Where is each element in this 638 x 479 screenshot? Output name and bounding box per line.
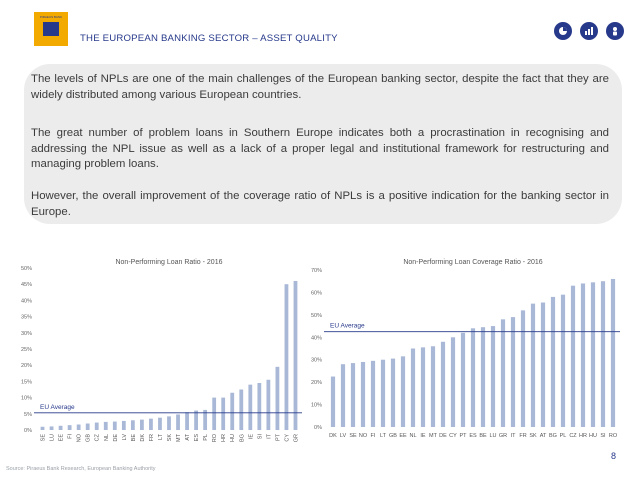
bar-ie	[248, 385, 252, 430]
category-label: SK	[529, 433, 537, 439]
bar-si	[601, 281, 605, 427]
eu-average-label: EU Average	[40, 403, 75, 411]
category-label: IT	[266, 434, 273, 439]
category-label: IT	[510, 433, 516, 439]
bar-lv	[341, 364, 345, 427]
bar-fr	[521, 310, 525, 427]
category-label: BE	[130, 434, 137, 442]
category-label: NO	[76, 434, 83, 443]
y-tick-label: 70%	[310, 268, 322, 274]
y-tick-label: 50%	[20, 266, 32, 272]
bar-ro	[611, 279, 615, 427]
y-tick-label: 40%	[310, 335, 322, 342]
bar-nl	[411, 349, 415, 428]
bar-gr	[294, 281, 298, 430]
bar-es	[194, 411, 198, 430]
paragraph-coverage-ratio: However, the overall improvement of the coverage ratio of NPLs is a positive indication for the banking sector in Europe.	[31, 190, 609, 218]
category-label: DE	[439, 433, 447, 439]
piraeus-logo	[34, 12, 68, 46]
category-label: SI	[600, 433, 606, 439]
y-tick-label: 0%	[24, 428, 32, 434]
category-label: ES	[194, 434, 201, 442]
bar-nl	[104, 422, 108, 430]
category-label: CZ	[569, 433, 577, 439]
category-label: LV	[121, 434, 128, 441]
bar-cz	[95, 423, 99, 430]
category-label: HU	[230, 434, 237, 442]
category-label: AT	[539, 433, 547, 439]
category-label: FI	[370, 433, 376, 439]
category-label: BG	[549, 433, 557, 439]
category-label: ES	[469, 433, 477, 439]
bar-cy	[285, 284, 289, 430]
category-label: BE	[479, 433, 487, 439]
bar-cy	[451, 337, 455, 427]
logo-mark	[43, 22, 59, 36]
bar-ee	[401, 356, 405, 427]
bar-bg	[551, 297, 555, 427]
bar-at	[185, 412, 189, 430]
category-label: SE	[40, 434, 47, 442]
bar-lu	[50, 426, 54, 430]
chart-title: Non-Performing Loan Coverage Ratio - 2016	[403, 259, 543, 266]
category-label: EE	[58, 434, 65, 442]
bar-dk	[140, 420, 144, 430]
bar-fi	[68, 425, 72, 430]
bar-sk	[531, 304, 535, 427]
category-label: SE	[349, 433, 357, 439]
category-label: LU	[489, 433, 497, 439]
y-tick-label: 35%	[20, 314, 32, 321]
bar-lv	[122, 421, 126, 430]
paragraph-npl-levels: The levels of NPLs are one of the main challenges of the European banking sector, despite the fact that they are widely distributed among various European countries.	[31, 73, 609, 101]
bar-fr	[149, 419, 153, 430]
eu-average-label: EU Average	[330, 322, 365, 330]
y-tick-label: 10%	[310, 402, 322, 409]
y-tick-label: 20%	[310, 380, 322, 387]
category-label: NL	[409, 433, 417, 439]
y-tick-label: 5%	[24, 411, 32, 418]
bar-pl	[561, 295, 565, 427]
category-label: IE	[420, 433, 426, 439]
bar-gb	[86, 424, 90, 430]
y-tick-label: 20%	[20, 363, 32, 370]
category-label: NL	[103, 434, 110, 442]
y-tick-label: 0%	[314, 425, 322, 431]
category-label: PT	[459, 433, 467, 439]
category-label: HR	[579, 433, 587, 439]
y-tick-label: 10%	[20, 395, 32, 402]
category-label: NO	[358, 433, 368, 439]
bar-it	[266, 380, 270, 430]
y-tick-label: 50%	[310, 312, 322, 319]
paragraph-southern-europe: The great number of problem loans in Southern Europe indicates both a procrastination in recognising and addressing the NPL issue as well as a lack of a proper legal and institutional framework for restructuring and managing problem loans.	[31, 127, 609, 170]
page-number: 8	[611, 451, 617, 461]
bar-at	[541, 303, 545, 427]
bar-es	[471, 328, 475, 427]
category-label: CY	[449, 433, 457, 439]
bar-ie	[421, 347, 425, 427]
bar-hu	[591, 282, 595, 427]
category-label: SK	[167, 434, 173, 442]
category-label: IE	[248, 434, 255, 440]
bar-se	[351, 363, 355, 427]
category-label: HR	[221, 434, 228, 442]
bar-hr	[221, 398, 225, 430]
bar-be	[131, 420, 135, 430]
bar-hu	[230, 393, 234, 430]
bar-no	[361, 362, 365, 427]
bar-hr	[581, 283, 585, 427]
bar-ro	[212, 398, 216, 430]
bar-gb	[391, 359, 395, 427]
category-label: LU	[49, 434, 56, 442]
category-label: DE	[112, 434, 119, 442]
category-label: HU	[589, 433, 597, 439]
logo-text: PIRAEUS BANK	[39, 15, 63, 19]
category-label: FI	[67, 434, 74, 439]
bar-no	[77, 424, 81, 430]
category-label: GB	[389, 433, 397, 439]
bar-ee	[59, 426, 63, 430]
category-label: MT	[429, 433, 437, 439]
category-label: PL	[203, 434, 210, 441]
y-tick-label: 40%	[20, 298, 32, 305]
bar-chart-icon[interactable]	[580, 22, 598, 40]
bar-mt	[431, 346, 435, 427]
npl-ratio-chart	[14, 252, 304, 452]
category-label: DK	[329, 433, 337, 439]
y-tick-label: 60%	[310, 290, 322, 297]
category-label: DK	[139, 434, 146, 442]
bar-de	[441, 342, 445, 427]
category-label: GR	[498, 433, 508, 439]
bar-fi	[371, 361, 375, 427]
bar-bg	[239, 390, 243, 431]
category-label: SI	[257, 434, 264, 440]
bar-lt	[158, 418, 162, 430]
bar-si	[257, 383, 261, 430]
bar-it	[511, 317, 515, 427]
category-label: PL	[559, 433, 567, 439]
y-tick-label: 25%	[20, 347, 32, 353]
category-label: FR	[519, 433, 527, 439]
y-tick-label: 30%	[310, 357, 322, 364]
category-label: GR	[293, 434, 300, 443]
bar-sk	[167, 416, 171, 430]
category-label: RO	[212, 434, 219, 443]
category-label: CZ	[94, 434, 101, 442]
category-label: RO	[608, 433, 618, 439]
y-tick-label: 15%	[20, 379, 32, 386]
bar-be	[481, 327, 485, 427]
bar-mt	[176, 414, 180, 430]
person-icon[interactable]	[606, 22, 624, 40]
bar-se	[41, 427, 45, 430]
category-label: FR	[148, 434, 155, 442]
page-title: THE EUROPEAN BANKING SECTOR – ASSET QUALITY	[80, 33, 338, 44]
bar-cz	[571, 286, 575, 427]
bar-lt	[381, 360, 385, 427]
y-tick-label: 30%	[20, 330, 32, 337]
nav-icons	[554, 22, 624, 40]
category-label: CY	[284, 434, 291, 442]
category-label: EE	[399, 433, 407, 439]
chart-title: Non-Performing Loan Ratio - 2016	[115, 259, 223, 266]
bar-gr	[501, 319, 505, 427]
category-label: PT	[275, 434, 282, 442]
category-label: LT	[379, 433, 387, 439]
category-label: AT	[185, 434, 192, 441]
category-label: MT	[176, 434, 183, 442]
npl-coverage-chart	[310, 252, 628, 452]
category-label: BG	[239, 434, 246, 442]
bar-pt	[461, 333, 465, 427]
category-label: LT	[157, 434, 164, 441]
category-label: LV	[339, 433, 347, 439]
category-label: GB	[85, 434, 92, 442]
bar-lu	[491, 326, 495, 427]
bar-pt	[276, 367, 280, 430]
y-tick-label: 45%	[20, 282, 32, 289]
pie-chart-icon[interactable]	[554, 22, 572, 40]
source-note: Source: Piraeus Bank Research, European Banking Authority	[6, 466, 156, 472]
bar-de	[113, 422, 117, 430]
bar-dk	[331, 377, 335, 427]
